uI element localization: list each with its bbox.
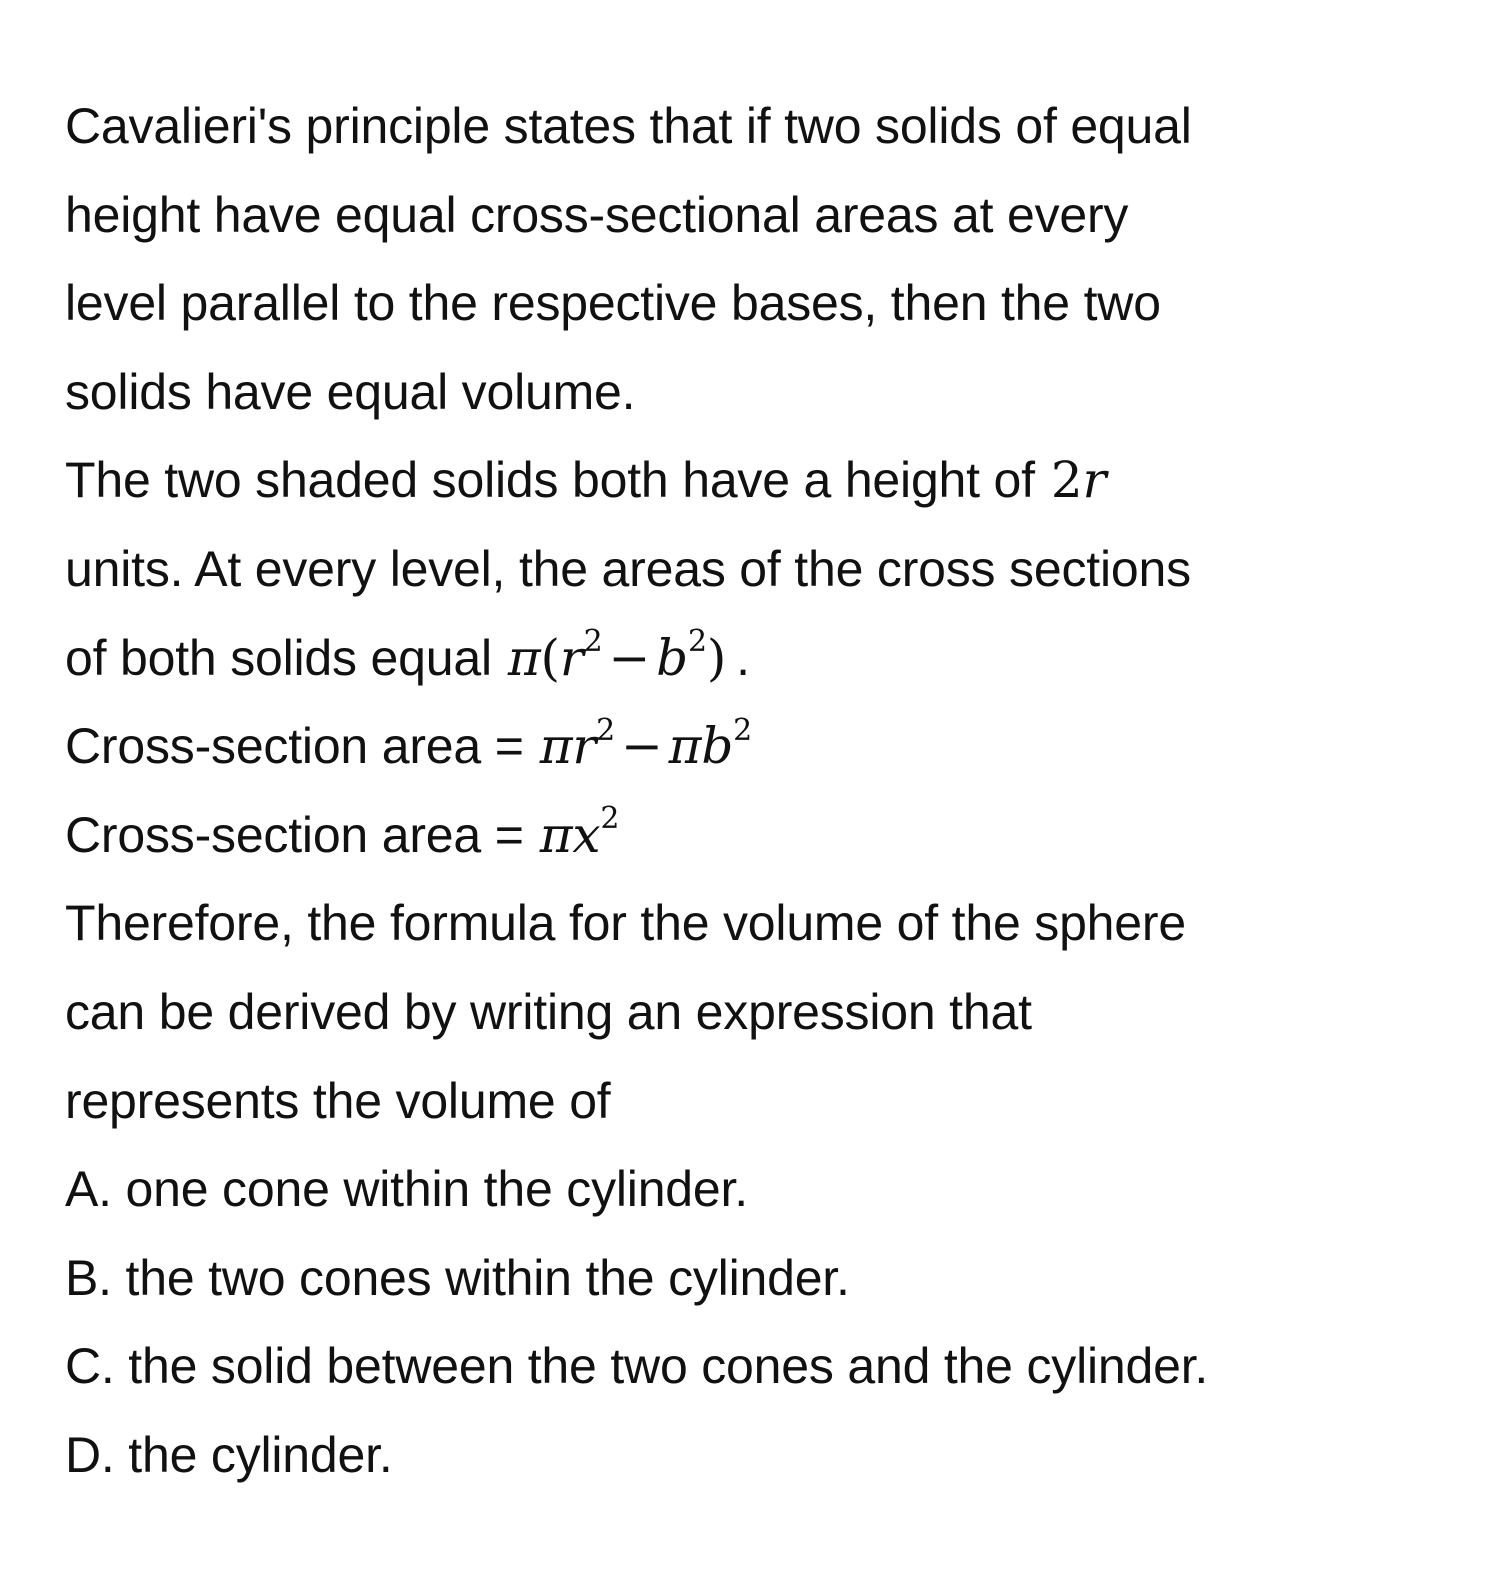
equal-math-r-exponent: 2	[583, 623, 603, 659]
cross-section-1-pi-2: π	[668, 717, 702, 776]
cross-section-2-label: Cross-section area =	[65, 806, 524, 863]
cross-section-2	[65, 791, 1465, 880]
height-statement	[65, 436, 1465, 525]
height-math-number: 2	[1050, 451, 1083, 510]
conclusion-line-2: can be derived by writing an expression that	[65, 983, 1032, 1040]
cross-section-1-label: Cross-section area =	[65, 718, 524, 775]
cross-section-2-x: x	[572, 805, 601, 864]
cross-section-1-pi: π	[539, 717, 573, 776]
paragraph-line-1: Cavalieri's principle states that if two solids of equal	[65, 98, 1192, 154]
cross-section-1-b-exponent: 2	[733, 712, 753, 748]
height-continuation: units. At every level, the areas of the cross sections	[65, 540, 1191, 597]
cross-section-2-pi: π	[539, 805, 573, 864]
equal-math-r: r	[559, 628, 584, 687]
equal-math-close: )	[706, 628, 727, 687]
cross-section-1-r: r	[572, 717, 597, 776]
option-b[interactable]: B. the two cones within the cylinder.	[65, 1249, 850, 1306]
equal-math-b-exponent: 2	[687, 623, 707, 659]
equal-text: of both solids equal	[65, 629, 492, 686]
cross-section-1-b: b	[701, 717, 734, 776]
equal-math-minus: −	[608, 628, 651, 687]
equal-math-open: (	[540, 628, 560, 687]
paragraph-line-3: level parallel to the respective bases, then the two	[65, 275, 1161, 332]
option-a[interactable]: A. one cone within the cylinder.	[65, 1161, 748, 1218]
height-math-variable: r	[1082, 451, 1107, 510]
cross-section-2-math	[539, 801, 620, 864]
cross-section-1-math	[539, 712, 753, 776]
equal-math	[507, 623, 727, 687]
paragraph-line-4: solids have equal volume.	[65, 363, 636, 420]
cross-section-1-r-exponent: 2	[596, 712, 615, 748]
equal-math-b: b	[656, 628, 688, 687]
cross-section-1	[65, 702, 1465, 791]
conclusion-line-3: represents the volume of	[65, 1072, 611, 1129]
option-d[interactable]: D. the cylinder.	[65, 1426, 393, 1483]
equal-math-pi: π	[507, 628, 541, 687]
equal-period: .	[736, 629, 750, 686]
paragraph-line-2: height have equal cross-sectional areas at every	[65, 186, 1129, 243]
height-math	[1051, 451, 1106, 509]
cross-section-1-minus: −	[620, 717, 663, 776]
cross-section-2-x-exponent: 2	[600, 801, 620, 837]
conclusion-line-1: Therefore, the formula for the volume of the sphere	[65, 895, 1186, 952]
height-text: The two shaded solids both have a height of	[65, 452, 1035, 509]
question-document	[65, 82, 1465, 1500]
option-c[interactable]: C. the solid between the two cones and the cylinder.	[65, 1338, 1209, 1395]
equal-statement	[65, 614, 1465, 703]
